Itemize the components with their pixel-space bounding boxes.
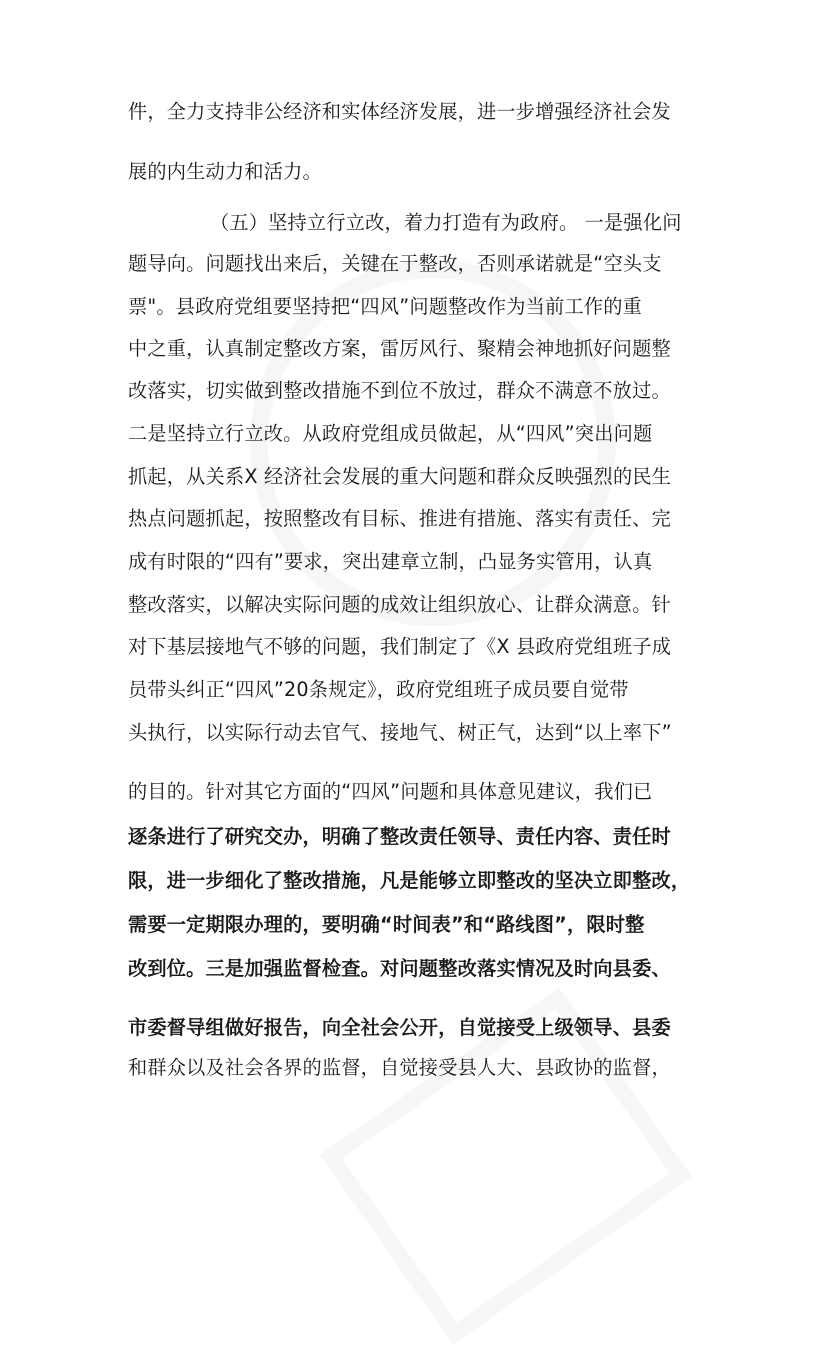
text-line: 二是坚持立行立改。从政府党组成员做起，从“四风”突出问题 xyxy=(128,422,653,445)
text-line-bold: 限，进一步细化了整改措施，凡是能够立即整改的坚决立即整改， xyxy=(128,869,691,892)
text-line: 件，全力支持非公经济和实体经济发展，进一步增强经济社会发 xyxy=(128,100,671,123)
text-line: 题导向。问题找出来后，关键在于整改，否则承诺就是“空头支 xyxy=(128,252,662,275)
section-heading-line: （五）坚持立行立改，着力打造有为政府。 一是强化问 xyxy=(210,211,682,234)
text-line: 票"。县政府党组要坚持把“四风”问题整改作为当前工作的重 xyxy=(128,295,642,318)
text-line-bold: 改到位。三是加强监督检查。对问题整改落实情况及时向县委、 xyxy=(128,957,671,980)
watermark-bottom xyxy=(320,987,692,1345)
text-line: 抓起，从关系X 经济社会发展的重大问题和群众反映强烈的民生 xyxy=(128,465,672,488)
text-line: 员带头纠正“四风”20条规定》，政府党组班子成员要自觉带 xyxy=(128,678,629,701)
text-line: 对下基层接地气不够的问题，我们制定了《X 县政府党组班子成 xyxy=(128,635,672,658)
text-line: 的目的。针对其它方面的“四风”问题和具体意见建议，我们已 xyxy=(128,780,653,803)
text-line: 热点问题抓起，按照整改有目标、推进有措施、落实有责任、完 xyxy=(128,507,671,530)
text-line-bold: 市委督导组做好报告，向全社会公开，自觉接受上级领导、县委 xyxy=(128,1016,671,1039)
text-line-bold: 逐条进行了研究交办，明确了整改责任领导、责任内容、责任时 xyxy=(128,825,671,848)
text-line: 和群众以及社会各界的监督，自觉接受县人大、县政协的监督， xyxy=(128,1056,671,1079)
text-line: 头执行，以实际行动去官气、接地气、树正气，达到“以上率下” xyxy=(128,721,672,744)
text-line: 中之重，认真制定整改方案，雷厉风行、聚精会神地抓好问题整 xyxy=(128,337,671,360)
text-line: 整改落实，以解决实际问题的成效让组织放心、让群众满意。针 xyxy=(128,593,671,616)
text-line: 改落实，切实做到整改措施不到位不放过，群众不满意不放过。 xyxy=(128,379,671,402)
text-line: 展的内生动力和活力。 xyxy=(128,160,322,183)
text-line-bold: 需要一定期限办理的，要明确“时间表”和“路线图”，限时整 xyxy=(128,913,645,936)
text-line: 成有时限的“四有”要求，突出建章立制，凸显务实管用，认真 xyxy=(128,550,653,573)
